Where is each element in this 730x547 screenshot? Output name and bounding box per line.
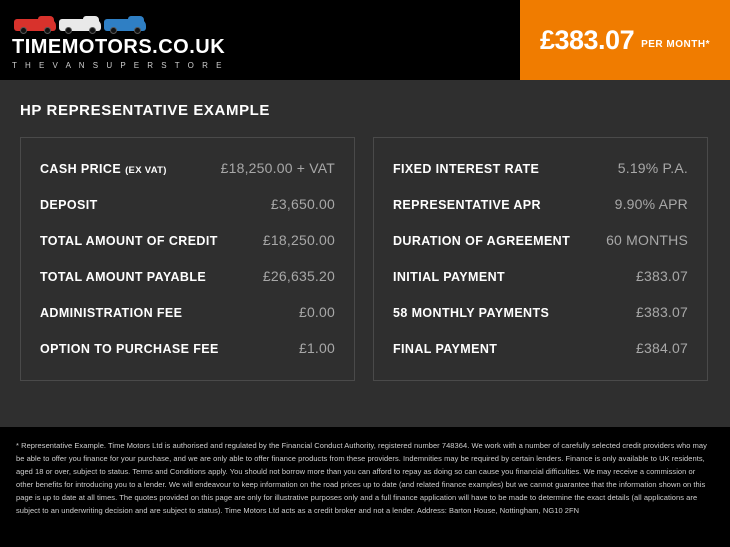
table-row (37, 294, 338, 330)
row-label: TOTAL AMOUNT OF CREDIT (40, 234, 218, 248)
row-label: CASH PRICE (EX VAT) (40, 162, 167, 176)
disclaimer (0, 427, 730, 547)
logo-text: TIMEMOTORS.CO.UK (12, 36, 226, 58)
table-row (390, 294, 691, 330)
table-row (37, 258, 338, 294)
logo-tagline: T H E V A N S U P E R S T O R E (12, 61, 225, 70)
row-label: INITIAL PAYMENT (393, 270, 506, 284)
right-details-panel (373, 137, 708, 381)
page-title: HP REPRESENTATIVE EXAMPLE (20, 102, 271, 119)
row-value: 60 MONTHS (606, 232, 688, 248)
disclaimer-text: * Representative Example. Time Motors Ltd is authorised and regulated by the Financial Conduct Authority, registered number 748364. We work with a number of carefully selected credit providers who may be able to offer you finance for your purchase, and we are only able to offer finance products from these providers. Indemnities may be required by certain lenders. Finance is only available to UK residents, aged 18 or over, subject to status. Terms and Conditions apply. You should not borrow more than you can afford to repay as doing so can cause you financial difficulties. We may receive a commission or other benefits for introducing you to a lender. We will endeavour to keep information on the road prices up to date (and related finance examples) but we cannot guarantee that the information shown on this page is up to date at all times. The quotes provided on this page are only for illustrative purposes only and a full finance application will have to be made to determine the exact details (all applications are subject to an underwriting decision and are subject to status). Time Motors Ltd acts as a credit broker and not a lender. Address: Barton House, Nottingham, NG10 2FN (16, 441, 707, 515)
row-value: £26,635.20 (262, 268, 335, 284)
logo[interactable] (0, 0, 240, 80)
table-row (37, 186, 338, 222)
table-row (390, 330, 691, 366)
row-label: DEPOSIT (40, 198, 98, 212)
price-period-label: PER MONTH* (641, 38, 710, 50)
monthly-price-banner (520, 0, 730, 80)
red-van-icon (14, 15, 56, 34)
blue-van-icon (104, 15, 146, 34)
header (0, 0, 730, 80)
row-value: £384.07 (635, 340, 688, 356)
row-label: FIXED INTEREST RATE (393, 162, 540, 176)
row-value: £1.00 (298, 340, 335, 356)
finance-details (0, 119, 730, 381)
table-row (390, 258, 691, 294)
row-value: £383.07 (635, 304, 688, 320)
row-label: ADMINISTRATION FEE (40, 306, 183, 320)
row-label: OPTION TO PURCHASE FEE (40, 342, 219, 356)
table-row (390, 222, 691, 258)
row-label: 58 MONTHLY PAYMENTS (393, 306, 550, 320)
left-details-panel (20, 137, 355, 381)
row-value: £18,250.00 (262, 232, 335, 248)
row-label: DURATION OF AGREEMENT (393, 234, 571, 248)
row-label: TOTAL AMOUNT PAYABLE (40, 270, 207, 284)
price-amount: £383.07 (539, 24, 635, 55)
table-row (390, 150, 691, 186)
white-van-icon (59, 15, 101, 34)
table-row (37, 222, 338, 258)
table-row (37, 150, 338, 186)
table-row (390, 186, 691, 222)
van-illustration (12, 10, 240, 34)
row-label-note: (EX VAT) (125, 165, 167, 176)
row-value: 5.19% P.A. (617, 160, 688, 176)
row-value: £383.07 (635, 268, 688, 284)
row-label: REPRESENTATIVE APR (393, 198, 541, 212)
row-value: £18,250.00 + VAT (220, 160, 335, 176)
row-value: £0.00 (298, 304, 335, 320)
row-value: £3,650.00 (270, 196, 335, 212)
row-value: 9.90% APR (614, 196, 688, 212)
row-label: FINAL PAYMENT (393, 342, 498, 356)
table-row (37, 330, 338, 366)
